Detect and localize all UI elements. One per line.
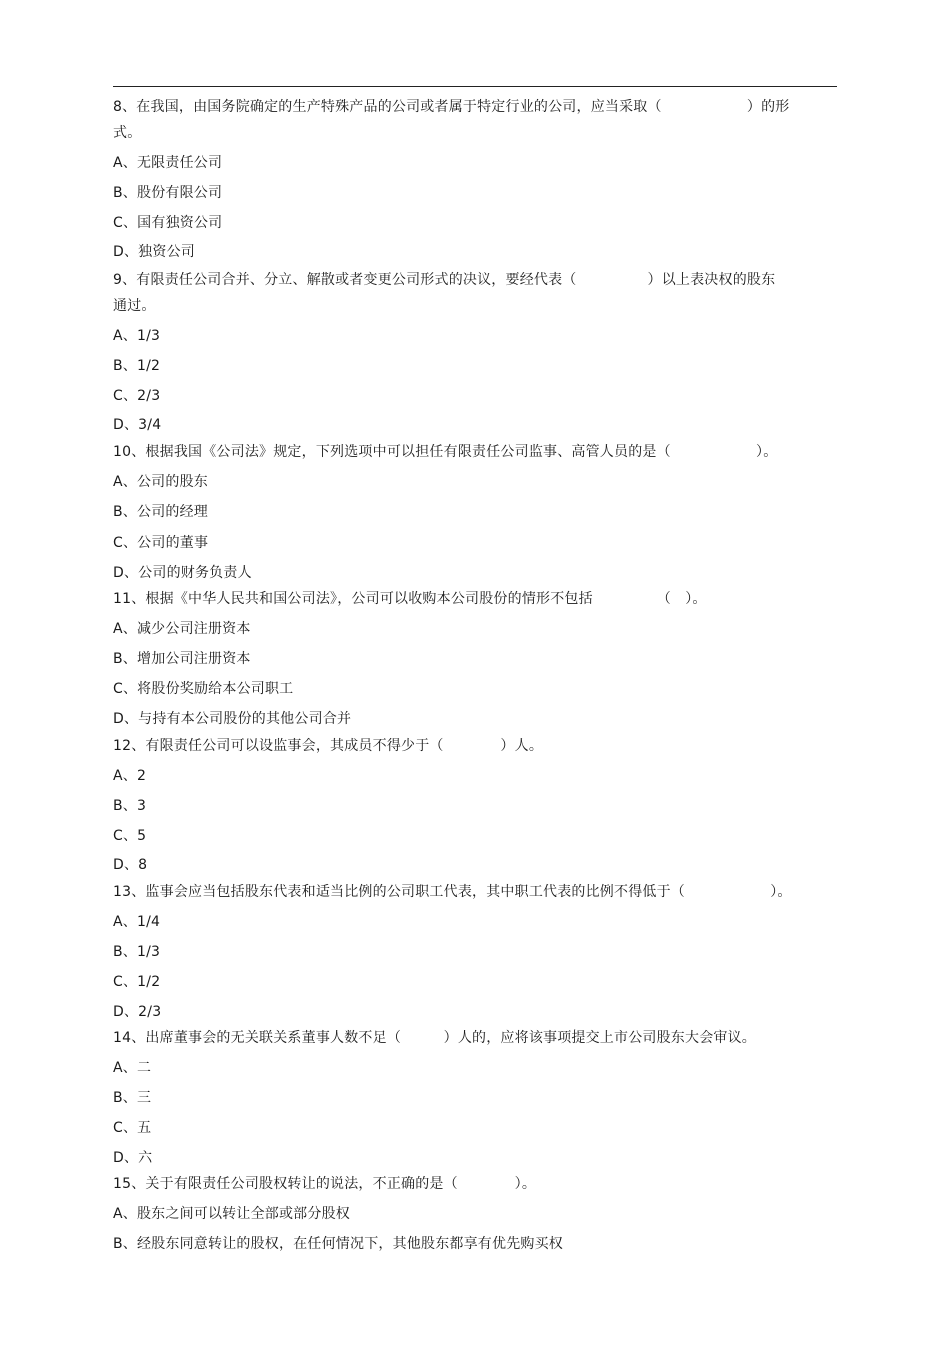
question-14-option-b: B、三 (113, 1090, 152, 1106)
question-9-stem-line2: 通过。 (113, 298, 156, 314)
question-12-option-c: C、5 (113, 828, 147, 844)
question-8-option-b: B、股份有限公司 (113, 185, 223, 201)
question-9-stem-line1: 9、有限责任公司合并、分立、解散或者变更公司形式的决议，要经代表（ ）以上表决权的股东 (113, 272, 776, 288)
question-10-option-b: B、公司的经理 (113, 504, 209, 520)
question-8-option-a: A、无限责任公司 (113, 155, 223, 171)
question-14-stem: 14、出席董事会的无关联关系董事人数不足（ ）人的，应将该事项提交上市公司股东大会审议。 (113, 1030, 757, 1046)
question-8-option-d: D、独资公司 (113, 244, 195, 260)
question-12-stem: 12、有限责任公司可以设监事会，其成员不得少于（ ）人。 (113, 738, 544, 754)
question-11-option-b: B、增加公司注册资本 (113, 651, 251, 667)
question-15-option-b: B、经股东同意转让的股权，在任何情况下，其他股东都享有优先购买权 (113, 1236, 564, 1252)
question-9-option-c: C、2/3 (113, 388, 161, 404)
question-11-stem: 11、根据《中华人民共和国公司法》，公司可以收购本公司股份的情形不包括 （ ）。 (113, 591, 707, 607)
question-9-option-b: B、1/2 (113, 358, 161, 374)
question-12-option-b: B、3 (113, 798, 147, 814)
question-10-option-d: D、公司的财务负责人 (113, 565, 252, 581)
question-15-option-a: A、股东之间可以转让全部或部分股权 (113, 1206, 350, 1222)
question-8-stem-line1: 8、在我国，由国务院确定的生产特殊产品的公司或者属于特定行业的公司，应当采取（ ）的形 (113, 99, 790, 115)
question-10-stem: 10、根据我国《公司法》规定，下列选项中可以担任有限责任公司监事、高管人员的是（ ）。 (113, 444, 778, 460)
header-rule (113, 86, 837, 87)
question-13-option-a: A、1/4 (113, 914, 161, 930)
question-15-stem: 15、关于有限责任公司股权转让的说法，不正确的是（ ）。 (113, 1176, 537, 1192)
question-13-option-d: D、2/3 (113, 1004, 162, 1020)
question-11-option-a: A、减少公司注册资本 (113, 621, 251, 637)
question-9-option-d: D、3/4 (113, 417, 162, 433)
question-12-option-d: D、8 (113, 857, 148, 873)
question-10-option-a: A、公司的股东 (113, 474, 208, 490)
question-14-option-c: C、五 (113, 1120, 152, 1136)
question-11-option-d: D、与持有本公司股份的其他公司合并 (113, 711, 352, 727)
question-8-option-c: C、国有独资公司 (113, 215, 223, 231)
question-14-option-d: D、六 (113, 1150, 153, 1166)
question-13-stem: 13、监事会应当包括股东代表和适当比例的公司职工代表，其中职工代表的比例不得低于（ ）。 (113, 884, 792, 900)
question-11-option-c: C、将股份奖励给本公司职工 (113, 681, 294, 697)
question-13-option-c: C、1/2 (113, 974, 161, 990)
question-13-option-b: B、1/3 (113, 944, 161, 960)
question-8-stem-line2: 式。 (113, 125, 142, 141)
question-14-option-a: A、二 (113, 1060, 152, 1076)
question-9-option-a: A、1/3 (113, 328, 161, 344)
question-12-option-a: A、2 (113, 768, 147, 784)
question-10-option-c: C、公司的董事 (113, 535, 209, 551)
